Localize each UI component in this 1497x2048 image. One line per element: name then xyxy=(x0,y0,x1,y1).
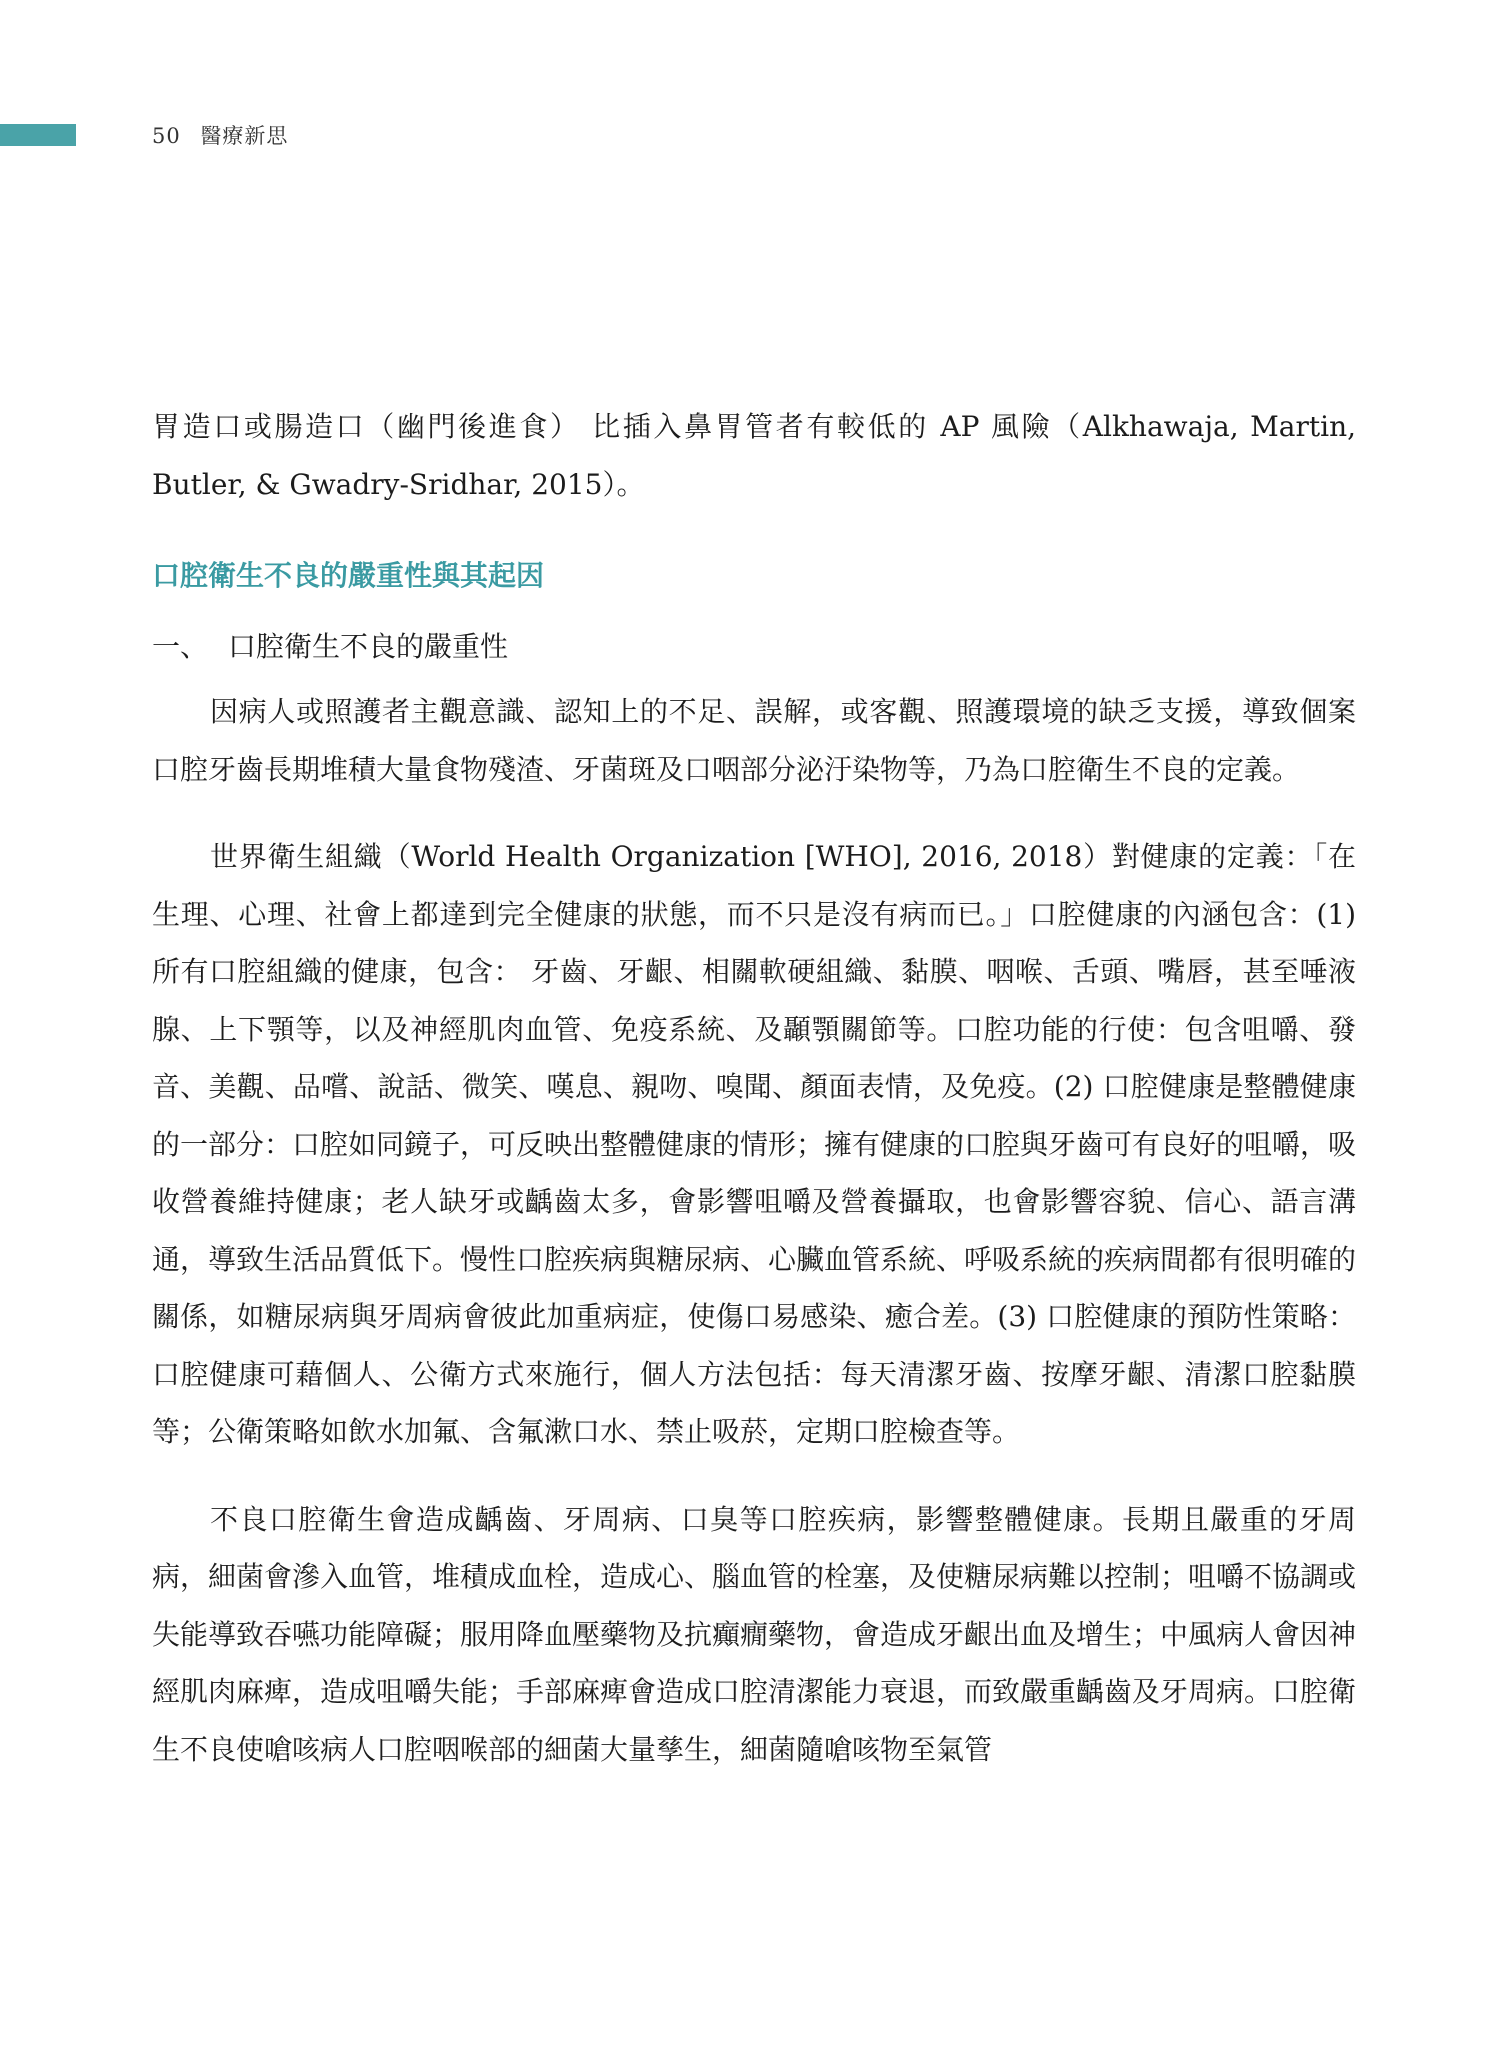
header-accent-bar xyxy=(0,124,76,146)
subsection-title: 口腔衛生不良的嚴重性 xyxy=(228,630,509,663)
intro-paragraph: 胃造口或腸造口（幽門後進食） 比插入鼻胃管者有較低的 AP 風險（Alkhawaja, Martin, Butler, & Gwadry-Sridhar, 2015）。 xyxy=(152,410,1356,501)
page-number: 50 xyxy=(152,124,181,148)
book-title: 醫療新思 xyxy=(200,124,289,148)
running-head xyxy=(152,120,288,150)
body-paragraph: 世界衛生組織（World Health Organization [WHO], 2016, 2018）對健康的定義：「在生理、心理、社會上都達到完全健康的狀態，而不只是沒有病而已。」口腔健康的內涵包含：(1) 所有口腔組織的健康，包含： 牙齒、牙齦、相關軟硬組織、黏膜、咽喉、舌頭、嘴唇，甚至唾液腺、上下顎等，以及神經肌肉血管、免疫系統、及顳顎關節等。口腔功能的行使：包含咀嚼、發音、美觀、品嚐、說話、微笑、嘆息、親吻、嗅聞、顏面表情，及免疫。(2) 口腔健康是整體健康的一部分：口腔如同鏡子，可反映出整體健康的情形；擁有健康的口腔與牙齒可有良好的咀嚼，吸收營養維持健康；老人缺牙或齲齒太多，會影響咀嚼及營養攝取，也會影響容貌、信心、語言溝通，導致生活品質低下。慢性口腔疾病與糖尿病、心臟血管系統、呼吸系統的疾病間都有很明確的關係，如糖尿病與牙周病會彼此加重病症，使傷口易感染、癒合差。(3) 口腔健康的預防性策略：口腔健康可藉個人、公衛方式來施行，個人方法包括：每天清潔牙齒、按摩牙齦、清潔口腔黏膜等；公衛策略如飲水加氟、含氟漱口水、禁止吸菸，定期口腔檢查等。 xyxy=(152,840,1357,1448)
subsection-number: 一、 xyxy=(152,630,209,663)
section-heading: 口腔衛生不良的嚴重性與其起因 xyxy=(152,559,545,592)
body-paragraph: 因病人或照護者主觀意識、認知上的不足、誤解，或客觀、照護環境的缺乏支援，導致個案口腔牙齒長期堆積大量食物殘渣、牙菌斑及口咽部分泌汙染物等，乃為口腔衛生不良的定義。 xyxy=(152,695,1356,786)
subsection-heading xyxy=(152,618,1356,675)
body-paragraph: 不良口腔衛生會造成齲齒、牙周病、口臭等口腔疾病，影響整體健康。長期且嚴重的牙周病，細菌會滲入血管，堆積成血栓，造成心、腦血管的栓塞，及使糖尿病難以控制；咀嚼不協調或失能導致吞嚥功能障礙；服用降血壓藥物及抗癲癇藥物，會造成牙齦出血及增生；中風病人會因神經肌肉麻痺，造成咀嚼失能；手部麻痺會造成口腔清潔能力衰退，而致嚴重齲齒及牙周病。口腔衛生不良使嗆咳病人口腔咽喉部的細菌大量孳生，細菌隨嗆咳物至氣管 xyxy=(152,1502,1357,1766)
main-content xyxy=(152,398,1356,1778)
